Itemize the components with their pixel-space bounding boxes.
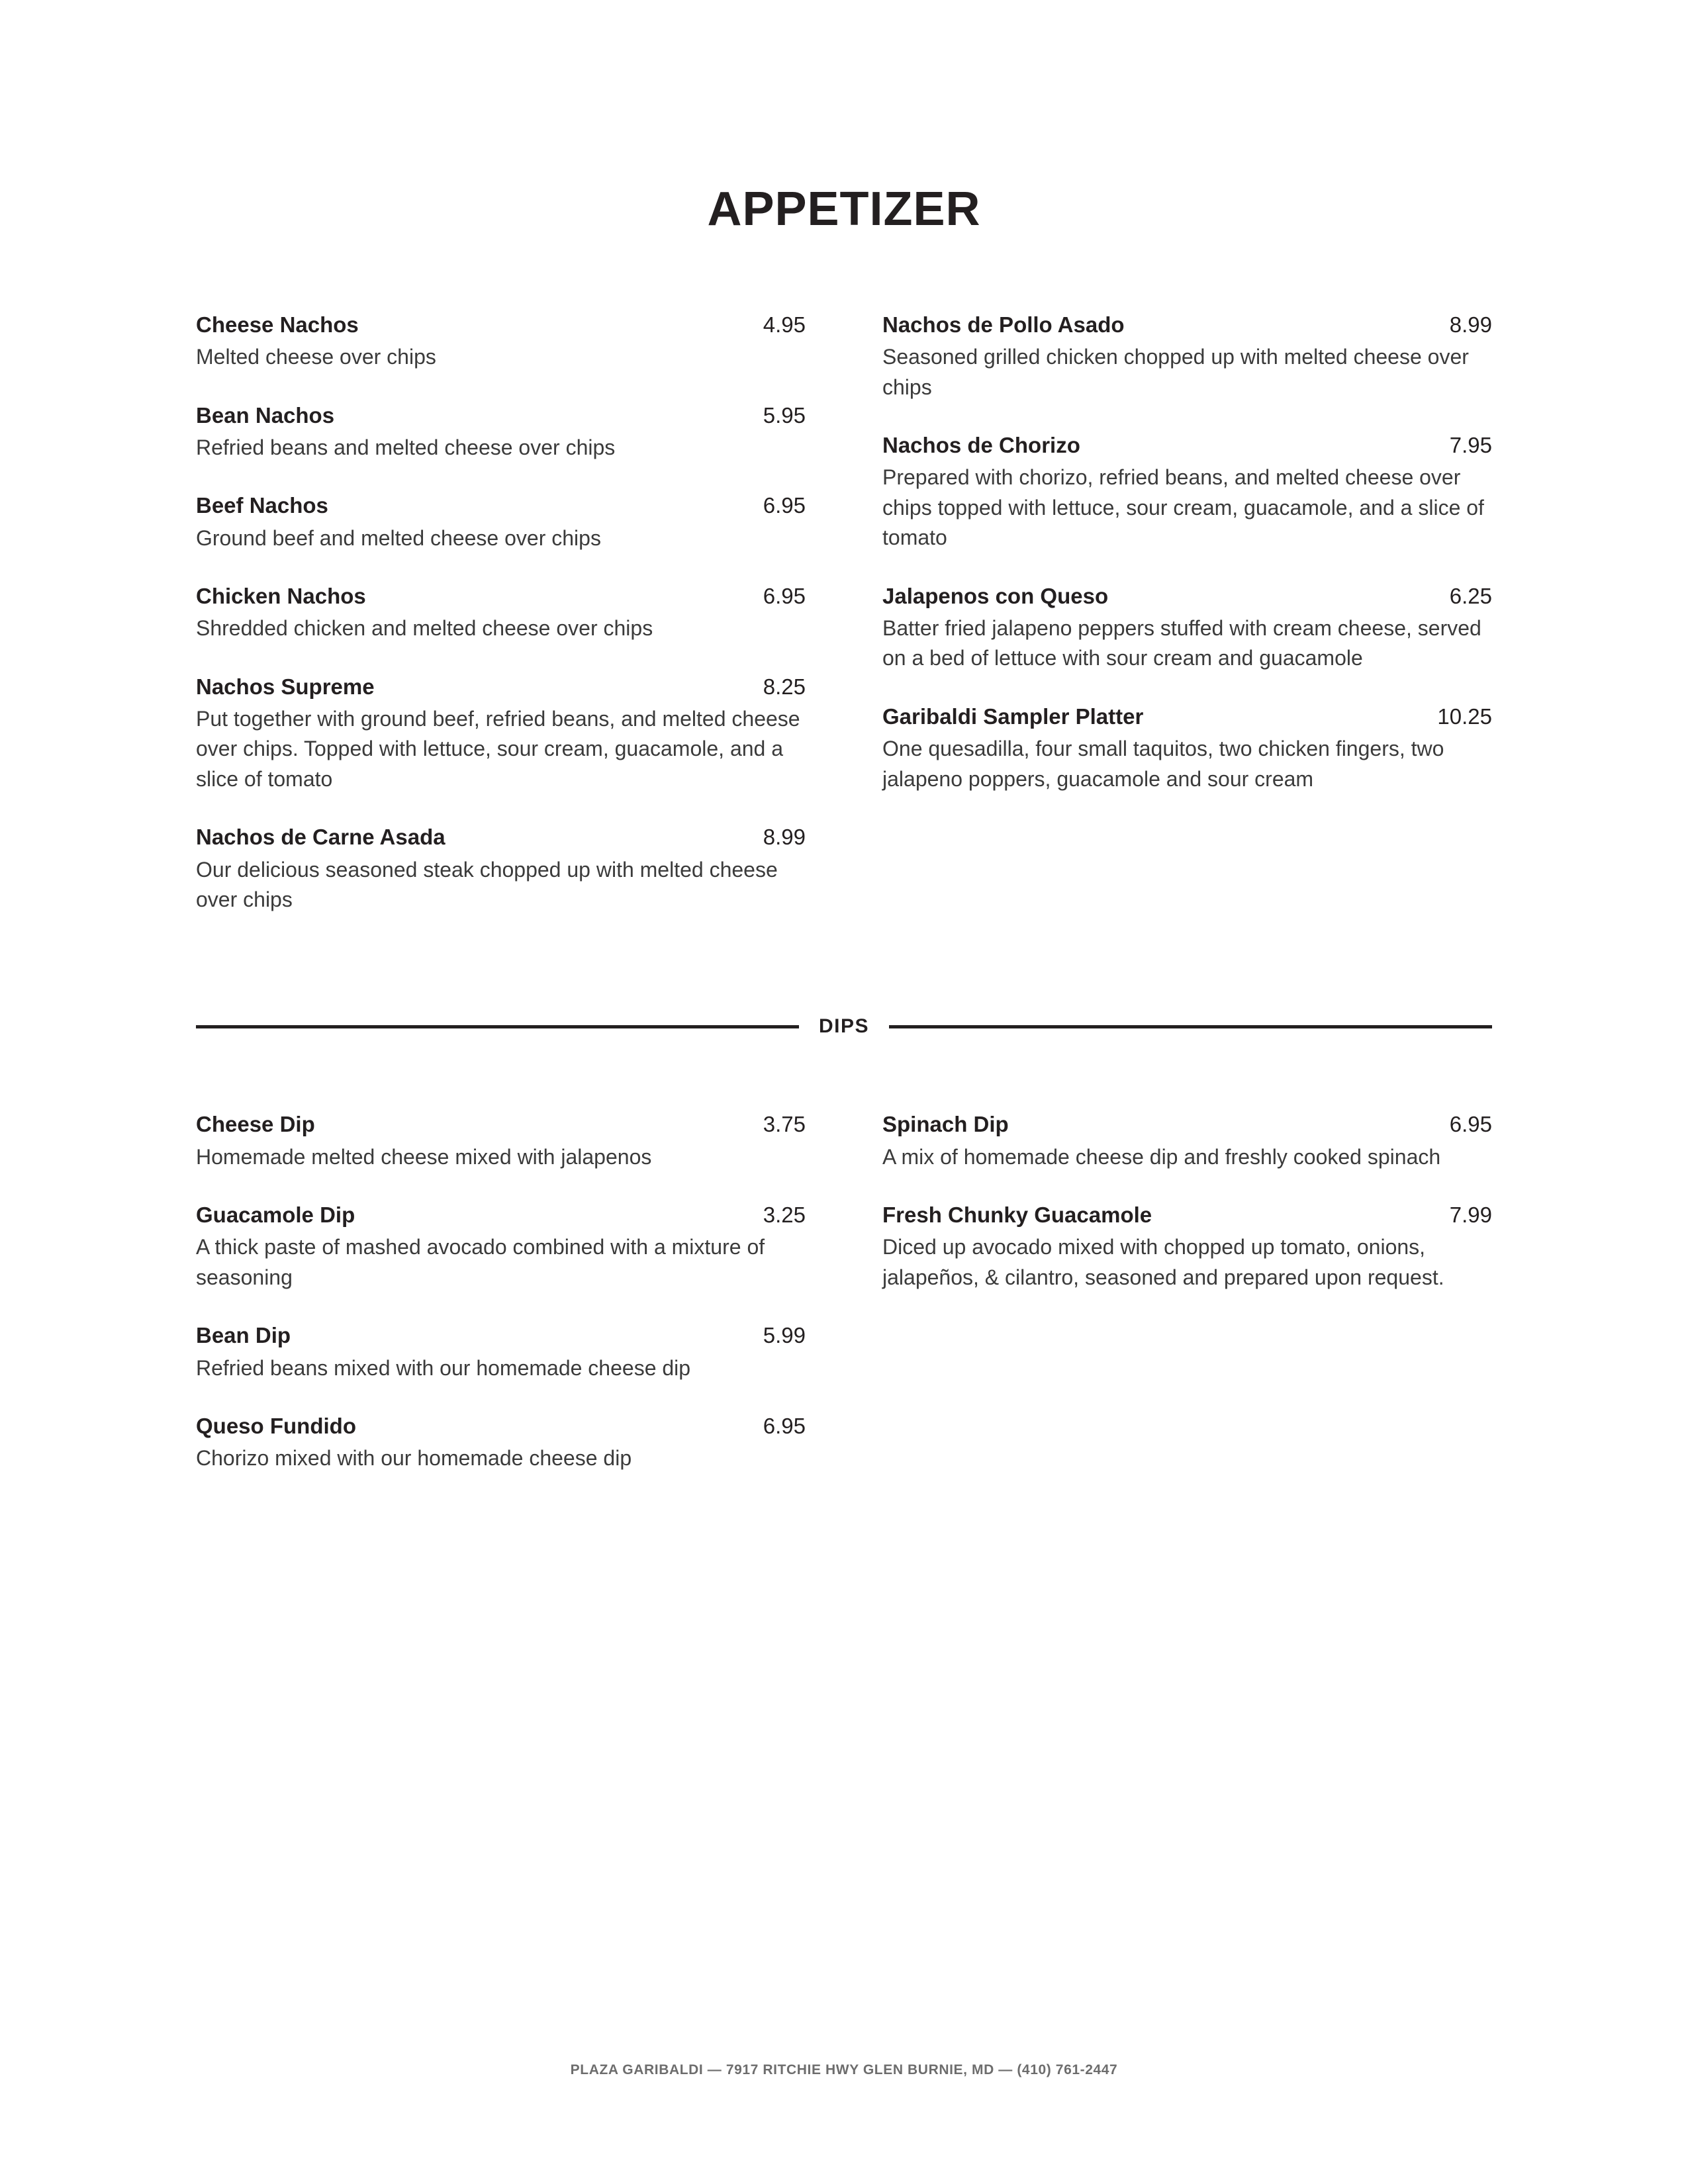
menu-item-price: 6.95	[1449, 1112, 1492, 1137]
menu-item	[196, 402, 806, 463]
menu-item-description: A mix of homemade cheese dip and freshly cooked spinach	[882, 1144, 1441, 1169]
menu-item-head	[196, 402, 806, 429]
menu-item-name: Jalapenos con Queso	[882, 583, 1109, 608]
menu-item	[882, 1111, 1492, 1172]
menu-item-name: Nachos de Carne Asada	[196, 825, 445, 850]
dips-columns	[196, 1111, 1492, 1473]
menu-item	[196, 1111, 806, 1172]
menu-item	[196, 673, 806, 795]
menu-item-name: Bean Nachos	[196, 402, 335, 428]
menu-item-head	[882, 311, 1492, 338]
menu-item	[196, 1201, 806, 1293]
menu-item-name: Guacamole Dip	[196, 1203, 355, 1228]
menu-item-head	[882, 1201, 1492, 1228]
dips-column-right	[882, 1111, 1492, 1473]
menu-item	[196, 582, 806, 644]
menu-item-description: Ground beef and melted cheese over chips	[196, 525, 601, 550]
menu-item	[882, 582, 1492, 674]
divider-line-left	[196, 1025, 799, 1028]
menu-item	[196, 311, 806, 373]
menu-item	[882, 311, 1492, 402]
menu-item-description: Put together with ground beef, refried beans, and melted cheese over chips. Topped with lettuce, sour cream, guacamole, and a slice of tomato	[196, 707, 800, 791]
menu-item-price: 8.99	[763, 825, 806, 850]
menu-item	[882, 1201, 1492, 1293]
menu-item-name: Nachos Supreme	[196, 674, 375, 699]
appetizer-column-right	[882, 311, 1492, 915]
menu-item-head	[196, 582, 806, 610]
menu-item-name: Fresh Chunky Guacamole	[882, 1203, 1152, 1228]
menu-item-price: 6.25	[1449, 583, 1492, 608]
menu-item-head	[196, 311, 806, 338]
menu-item-description: Melted cheese over chips	[196, 345, 436, 369]
menu-item-description: Homemade melted cheese mixed with jalapenos	[196, 1144, 652, 1169]
menu-item	[882, 703, 1492, 794]
menu-item	[196, 1412, 806, 1474]
menu-item-name: Queso Fundido	[196, 1413, 356, 1438]
menu-item-description: One quesadilla, four small taquitos, two chicken fingers, two jalapeno poppers, guacamole and sour cream	[882, 737, 1444, 791]
menu-item-head	[882, 1111, 1492, 1138]
menu-item-name: Nachos de Chorizo	[882, 433, 1080, 458]
menu-item-price: 3.75	[763, 1112, 806, 1137]
page-footer: PLAZA GARIBALDI — 7917 RITCHIE HWY GLEN BURNIE, MD — (410) 761-2447	[570, 2062, 1118, 2077]
menu-item-description: A thick paste of mashed avocado combined with a mixture of seasoning	[196, 1235, 765, 1289]
menu-item-price: 6.95	[763, 1413, 806, 1438]
menu-item-description: Refried beans mixed with our homemade cheese dip	[196, 1355, 691, 1380]
menu-item-head	[196, 492, 806, 519]
menu-item-head	[196, 1412, 806, 1439]
menu-item-description: Shredded chicken and melted cheese over chips	[196, 616, 653, 641]
menu-item-price: 3.25	[763, 1203, 806, 1228]
menu-item-price: 7.99	[1449, 1203, 1492, 1228]
menu-item-head	[882, 582, 1492, 610]
dips-column-left	[196, 1111, 806, 1473]
menu-item-name: Bean Dip	[196, 1323, 291, 1348]
menu-item-description: Refried beans and melted cheese over chips	[196, 435, 616, 459]
menu-item-head	[196, 673, 806, 700]
menu-item-description: Chorizo mixed with our homemade cheese dip	[196, 1446, 632, 1471]
menu-item-price: 10.25	[1437, 704, 1492, 729]
menu-item	[196, 823, 806, 915]
menu-item-price: 7.95	[1449, 433, 1492, 458]
menu-item-description: Prepared with chorizo, refried beans, and melted cheese over chips topped with lettuce, sour cream, guacamole, and a slice of tomato	[882, 465, 1484, 550]
menu-item-name: Garibaldi Sampler Platter	[882, 704, 1144, 729]
menu-item-description: Our delicious seasoned steak chopped up with melted cheese over chips	[196, 857, 778, 911]
appetizer-columns	[196, 311, 1492, 915]
menu-item-head	[196, 1201, 806, 1228]
menu-item	[882, 432, 1492, 553]
menu-item-price: 8.99	[1449, 312, 1492, 337]
menu-item-head	[196, 1322, 806, 1349]
menu-item-price: 8.25	[763, 674, 806, 699]
dips-divider-label: DIPS	[818, 1015, 870, 1038]
menu-item-name: Cheese Dip	[196, 1112, 315, 1137]
menu-item	[196, 492, 806, 553]
menu-item-description: Diced up avocado mixed with chopped up tomato, onions, jalapeños, & cilantro, seasoned and prepared upon request.	[882, 1235, 1444, 1289]
appetizer-column-left	[196, 311, 806, 915]
section-dips	[196, 1111, 1492, 1473]
menu-item-name: Beef Nachos	[196, 493, 328, 518]
page-title: APPETIZER	[707, 183, 981, 236]
menu-item-head	[882, 432, 1492, 459]
menu-item	[196, 1322, 806, 1383]
menu-item-price: 5.99	[763, 1323, 806, 1348]
menu-item-head	[196, 823, 806, 850]
menu-item-description: Batter fried jalapeno peppers stuffed with cream cheese, served on a bed of lettuce with sour cream and guacamole	[882, 615, 1481, 670]
menu-item-price: 6.95	[763, 493, 806, 518]
dips-divider	[196, 1015, 1492, 1038]
menu-item-price: 6.95	[763, 584, 806, 609]
menu-item-head	[882, 703, 1492, 730]
menu-item-name: Nachos de Pollo Asado	[882, 312, 1125, 337]
menu-item-name: Cheese Nachos	[196, 312, 359, 337]
menu-item-price: 4.95	[763, 312, 806, 337]
menu-item-head	[196, 1111, 806, 1138]
divider-line-right	[889, 1025, 1492, 1028]
section-appetizer	[196, 311, 1492, 915]
menu-item-price: 5.95	[763, 402, 806, 428]
menu-item-description: Seasoned grilled chicken chopped up with melted cheese over chips	[882, 345, 1469, 399]
menu-item-name: Chicken Nachos	[196, 584, 366, 609]
menu-item-name: Spinach Dip	[882, 1112, 1009, 1137]
